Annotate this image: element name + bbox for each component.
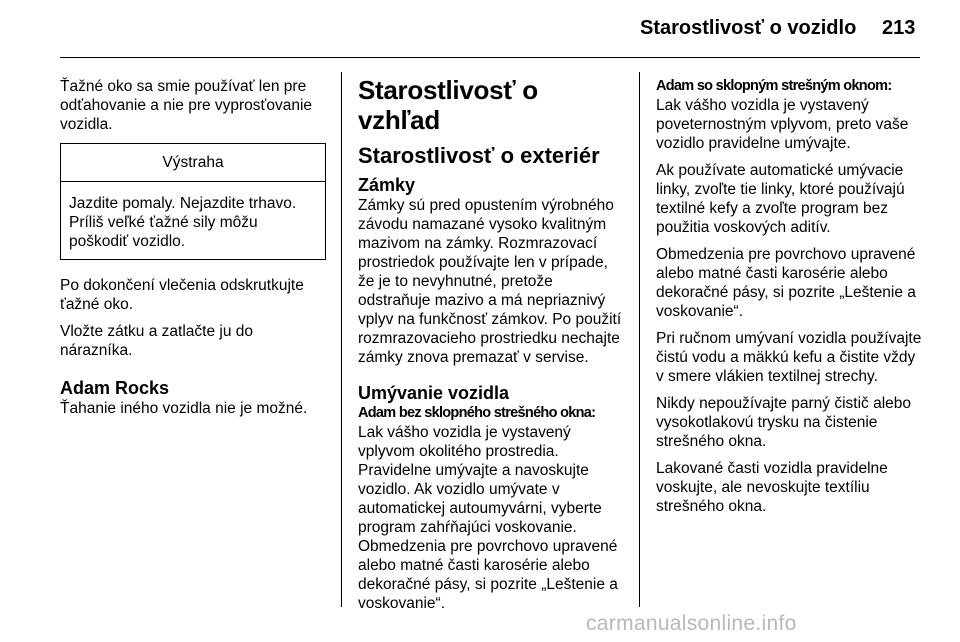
paragraph: Ak používate automatické umývacie linky, zvoľte tie linky, ktoré používajú textilné kefy a zvoľte program bez použitia voskových aditív. bbox=[656, 162, 905, 236]
column-divider-1 bbox=[341, 72, 342, 607]
watermark: carmanualsonline.info bbox=[586, 612, 797, 635]
subsection-heading-washing: Umývanie vozidla bbox=[358, 383, 510, 403]
column-2 bbox=[358, 77, 624, 621]
column-1 bbox=[60, 77, 326, 426]
section-heading: Starostlivosť o exteriér bbox=[358, 143, 600, 168]
chapter-heading: Starostlivosť o vzhľad bbox=[358, 75, 538, 135]
paragraph: Vložte zátku a zatlačte ju do nárazníka. bbox=[60, 323, 254, 359]
wash-lead: Adam bez sklopného strešného okna: bbox=[358, 405, 596, 421]
header-rule bbox=[60, 57, 920, 58]
paragraph: Nikdy nepoužívajte parný čistič alebo vysokotlakovú trysku na čistenie strešného okna. bbox=[656, 395, 912, 450]
intro-paragraph: Ťažné oko sa smie používať len pre odťahovanie a nie pre vyprosťovanie vozidla. bbox=[60, 78, 313, 133]
paragraph: Obmedzenia pre povrchovo upravené alebo matné časti karosérie alebo dekoračné pásy, si pozrite „Leštenie a voskovanie“. bbox=[656, 246, 916, 320]
column-divider-2 bbox=[639, 72, 640, 607]
running-header-title: Starostlivosť o vozidlo bbox=[640, 17, 857, 39]
paragraph: Lakované časti vozidla pravidelne voskujte, ale nevoskujte textíliu strešného okna. bbox=[656, 460, 888, 515]
paragraph: Lak vášho vozidla je vystavený poveternostným vplyvom, preto vaše vozidlo pravidelne umývajte. bbox=[656, 97, 909, 152]
paragraph: Pri ručnom umývaní vozidla používajte čistú vodu a mäkkú kefu a čistite vždy v smere vlákien textilnej strechy. bbox=[656, 330, 922, 385]
wash-text: Lak vášho vozidla je vystavený vplyvom okolitého prostredia. Pravidelne umývajte a navoskujte vozidlo. Ak vozidlo umývate v automatickej autoumyvárni, vyberte program zahŕňajúci voskovanie. Obmedzenia pre povrchovo upravené alebo matné časti karosérie alebo dekoračné pásy, si pozrite „Leštenie a voskovanie“. bbox=[358, 424, 618, 612]
paragraph: Po dokončení vlečenia odskrutkujte ťažné oko. bbox=[60, 277, 304, 313]
subsection-heading-locks: Zámky bbox=[358, 175, 416, 195]
warning-text: Jazdite pomaly. Nejazdite trhavo. Príliš veľké ťažné sily môžu poškodiť vozidlo. bbox=[69, 195, 297, 250]
column-3 bbox=[656, 77, 924, 524]
section-title: Adam Rocks bbox=[60, 378, 170, 398]
warning-title: Výstraha bbox=[61, 144, 325, 182]
locks-text: Zámky sú pred opustením výrobného závodu namazané vysoko kvalitným mazivom na zámky. Rozmrazovací prostriedok používajte len v prípade, že je to nevyhnutné, pretože odstraňuje mazivo a má nepriaznivý vplyv na funkčnosť zámkov. Po použití rozmrazovacieho prostriedku nechajte zámky znova premazať v servise. bbox=[358, 197, 622, 366]
section-text: Ťahanie iného vozidla nie je možné. bbox=[60, 400, 308, 417]
page-number: 213 bbox=[882, 17, 916, 39]
roof-lead: Adam so sklopným strešným oknom: bbox=[656, 78, 892, 94]
warning-box bbox=[60, 143, 326, 260]
